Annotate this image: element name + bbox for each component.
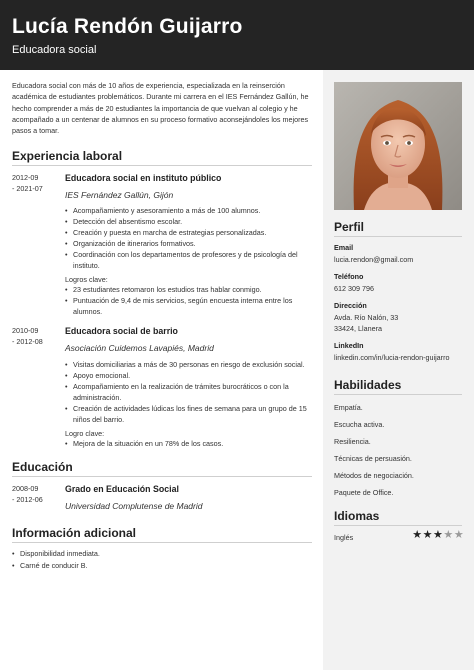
linkedin-value: linkedin.com/in/lucia-rendon-guijarro (334, 353, 450, 362)
list-item: • Organización de itinerarios formativos. (65, 239, 311, 250)
additional-section-title: Información adicional (12, 526, 137, 540)
list-item: • Visitas domiciliarias a más de 30 personas en riesgo de exclusión social. (65, 360, 311, 371)
job-title: Educadora social de barrio (65, 326, 178, 336)
header (0, 0, 474, 70)
list-item: • Carné de conducir B. (12, 560, 312, 572)
professional-summary: Educadora social con más de 10 años de experiencia, especializada en la reinserción académica de estudiantes problemáticos. Durante mi carrera en el IES Fernández Gallún, he hecho comprender a más de 20 estudiantes la importancia de que vuelvan al colegio y he acompañado a un centenar de alumnos en su proceso formativo aconsejándoles los mejores pasos a tomar. (12, 81, 309, 136)
skill-item: Empatía. (334, 403, 363, 412)
address-line-2: 33424, Llanera (334, 324, 382, 333)
email-value: lucia.rendon@gmail.com (334, 255, 414, 264)
education-date-end: - 2012-06 (12, 495, 43, 504)
email-label: Email (334, 243, 354, 252)
job-achievements (65, 439, 311, 450)
skill-item: Paquete de Office. (334, 488, 394, 497)
main-column (12, 80, 312, 136)
linkedin-label: LinkedIn (334, 341, 364, 350)
languages-section-title: Idiomas (334, 509, 380, 523)
job-employer: Asociación Cuidemos Lavapiés, Madrid (65, 343, 214, 353)
education-school: Universidad Complutense de Madrid (65, 501, 203, 511)
list-item: • 23 estudiantes retomaron los estudios tras hablar conmigo. (65, 285, 311, 296)
list-item: • Apoyo emocional. (65, 371, 311, 382)
education-degree: Grado en Educación Social (65, 484, 179, 494)
list-item: • Acompañamiento y asesoramiento a más de 100 alumnos. (65, 206, 311, 217)
education-section-title: Educación (12, 460, 73, 474)
phone-label: Teléfono (334, 272, 364, 281)
job-employer: IES Fernández Gallún, Gijón (65, 190, 174, 200)
list-item: • Puntuación de 9,4 de mis servicios, según encuesta interna entre los alumnos. (65, 296, 311, 318)
skill-item: Resiliencia. (334, 437, 371, 446)
job-date-range (12, 172, 43, 194)
additional-info-list (12, 548, 312, 571)
star-filled-icon: ★ (422, 529, 433, 541)
list-item: • Creación y puesta en marcha de estrategias personalizadas. (65, 228, 311, 239)
list-item: • Disponibilidad inmediata. (12, 548, 312, 560)
skills-section-title: Habilidades (334, 378, 402, 392)
education-date-start: 2008-09 (12, 484, 39, 493)
address-label: Dirección (334, 301, 367, 310)
skill-item: Técnicas de persuasión. (334, 454, 412, 463)
job-date-start: 2012-09 (12, 173, 39, 182)
divider (334, 525, 462, 526)
candidate-name: Lucía Rendón Guijarro (12, 15, 243, 38)
job-date-end: - 2021-07 (12, 184, 43, 193)
list-item: • Creación de actividades lúdicas los fines de semana para un grupo de 15 niños del barrio. (65, 404, 311, 426)
profile-photo (334, 82, 462, 210)
star-empty-icon: ★ (453, 529, 464, 541)
star-filled-icon: ★ (412, 529, 423, 541)
candidate-role: Educadora social (12, 44, 97, 56)
job-date-end: - 2012-08 (12, 337, 43, 346)
star-empty-icon: ★ (443, 529, 454, 541)
divider (334, 236, 462, 237)
education-date-range (12, 483, 43, 505)
profile-section-title: Perfil (334, 220, 365, 234)
list-item: • Detección del absentismo escolar. (65, 217, 311, 228)
job-responsibilities (65, 206, 311, 271)
divider (334, 394, 462, 395)
phone-value: 612 309 796 (334, 284, 374, 293)
job-date-start: 2010-09 (12, 326, 39, 335)
job-achievements (65, 285, 311, 318)
skill-item: Escucha activa. (334, 420, 385, 429)
language-rating (412, 529, 464, 541)
achievements-label: Logro clave: (65, 429, 105, 438)
language-name: Inglés (334, 533, 354, 542)
job-responsibilities (65, 360, 311, 425)
divider (12, 476, 312, 477)
divider (12, 165, 312, 166)
list-item: • Acompañamiento en la realización de trámites burocráticos o con la administración. (65, 382, 311, 404)
list-item: • Mejora de la situación en un 78% de los casos. (65, 439, 311, 450)
job-title: Educadora social en instituto público (65, 173, 222, 183)
address-line-1: Avda. Río Nalón, 33 (334, 313, 399, 322)
list-item: • Coordinación con los departamentos de profesores y de psicología del instituto. (65, 250, 311, 272)
skill-item: Métodos de negociación. (334, 471, 414, 480)
experience-section-title: Experiencia laboral (12, 149, 123, 163)
divider (12, 542, 312, 543)
achievements-label: Logros clave: (65, 275, 108, 284)
star-filled-icon: ★ (433, 529, 443, 541)
job-date-range (12, 325, 43, 347)
portrait-illustration (334, 82, 462, 210)
